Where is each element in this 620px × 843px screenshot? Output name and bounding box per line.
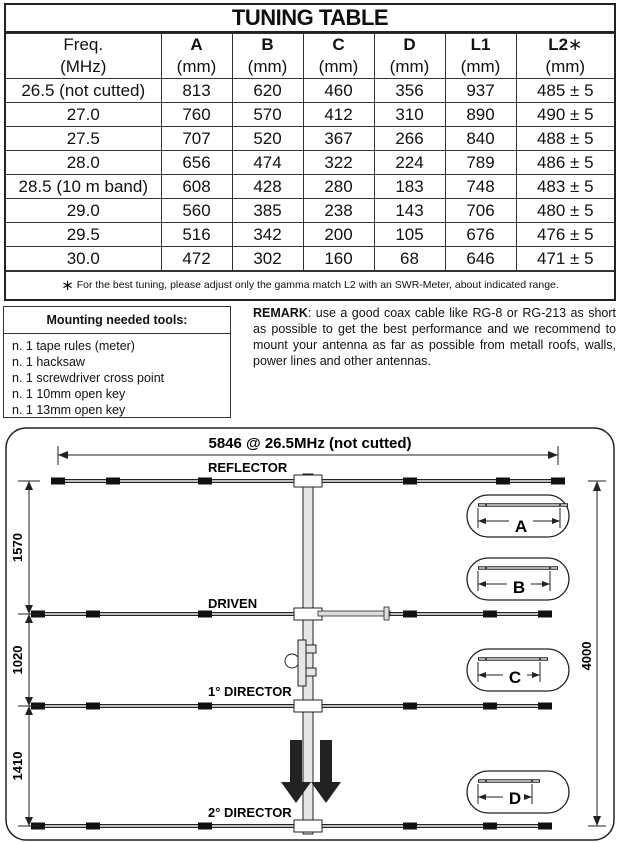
- table-cell: 29.0: [6, 199, 161, 223]
- column-unit: (mm): [232, 56, 303, 79]
- table-cell: 412: [303, 103, 374, 127]
- table-cell: 322: [303, 151, 374, 175]
- table-cell: 26.5 (not cutted): [6, 79, 161, 103]
- antenna-element: [31, 805, 552, 832]
- table-cell: 310: [374, 103, 445, 127]
- detail-label: D: [508, 789, 522, 808]
- table-cell: 486 ± 5: [516, 151, 614, 175]
- table-cell: 474: [232, 151, 303, 175]
- table-cell: 707: [161, 127, 232, 151]
- table-cell: 480 ± 5: [516, 199, 614, 223]
- column-unit: (MHz): [6, 56, 161, 79]
- table-cell: 608: [161, 175, 232, 199]
- tool-item: n. 1 screwdriver cross point: [12, 371, 165, 385]
- tool-item: n. 1 hacksaw: [12, 355, 85, 369]
- table-cell: 280: [303, 175, 374, 199]
- table-cell: 460: [303, 79, 374, 103]
- column-unit: (mm): [303, 56, 374, 79]
- spacing-label: 1410: [10, 751, 25, 781]
- table-cell: 789: [445, 151, 516, 175]
- table-cell: 143: [374, 199, 445, 223]
- column-unit: (mm): [516, 56, 614, 79]
- column-header: A: [161, 34, 232, 57]
- column-header: C: [303, 34, 374, 57]
- detail-callouts: [467, 495, 569, 813]
- table-cell: 840: [445, 127, 516, 151]
- gamma-match: [318, 607, 390, 620]
- table-cell: 890: [445, 103, 516, 127]
- column-unit: (mm): [445, 56, 516, 79]
- tool-item: n. 1 10mm open key: [12, 387, 126, 401]
- table-cell: 68: [374, 247, 445, 271]
- remark-label: REMARK: [253, 306, 308, 320]
- table-cell: 224: [374, 151, 445, 175]
- table-cell: 656: [161, 151, 232, 175]
- table-cell: 490 ± 5: [516, 103, 614, 127]
- table-cell: 200: [303, 223, 374, 247]
- detail-label: A: [514, 517, 528, 536]
- table-cell: 183: [374, 175, 445, 199]
- tool-item: n. 1 tape rules (meter): [12, 339, 135, 353]
- table-cell: 472: [161, 247, 232, 271]
- table-cell: 105: [374, 223, 445, 247]
- element-spacings: [10, 481, 40, 826]
- detail-callout: [467, 558, 569, 600]
- spacing-dimension: [10, 481, 40, 614]
- table-cell: 342: [232, 223, 303, 247]
- spacing-dimension: [10, 614, 40, 706]
- table-cell: 706: [445, 199, 516, 223]
- table-cell: 620: [232, 79, 303, 103]
- footnote-text: For the best tuning, please adjust only the gamma match L2 with an SWR-Meter, about indicated range.: [76, 279, 559, 291]
- table-cell: 302: [232, 247, 303, 271]
- spacing-label: 1020: [10, 645, 25, 675]
- table-cell: 485 ± 5: [516, 79, 614, 103]
- boom-length-label: 4000: [579, 641, 594, 671]
- table-cell: 570: [232, 103, 303, 127]
- column-header: B: [232, 34, 303, 57]
- table-cell: 385: [232, 199, 303, 223]
- column-header: L1: [445, 34, 516, 57]
- spacing-label: 1570: [10, 533, 25, 562]
- antenna-element: [31, 684, 552, 712]
- table-cell: 28.5 (10 m band): [6, 175, 161, 199]
- table-cell: 483 ± 5: [516, 175, 614, 199]
- column-header: L2∗: [516, 34, 614, 57]
- antenna-element: [31, 596, 552, 620]
- column-header: D: [374, 34, 445, 57]
- table-cell: 30.0: [6, 247, 161, 271]
- table-cell: 266: [374, 127, 445, 151]
- detail-label: C: [508, 668, 522, 687]
- table-cell: 813: [161, 79, 232, 103]
- element-label: 1° DIRECTOR: [208, 684, 292, 699]
- table-title: TUNING TABLE: [6, 5, 614, 33]
- table-cell: 488 ± 5: [516, 127, 614, 151]
- detail-label: B: [512, 578, 526, 597]
- column-unit: (mm): [374, 56, 445, 79]
- spacing-dimension: [10, 706, 40, 826]
- element-label: DRIVEN: [208, 596, 258, 611]
- tool-item: n. 1 13mm open key: [12, 403, 126, 417]
- table-cell: 560: [161, 199, 232, 223]
- table-cell: 520: [232, 127, 303, 151]
- table-cell: 28.0: [6, 151, 161, 175]
- table-cell: 428: [232, 175, 303, 199]
- column-header: Freq.: [6, 34, 161, 57]
- table-cell: 516: [161, 223, 232, 247]
- table-cell: 476 ± 5: [516, 223, 614, 247]
- table-cell: 646: [445, 247, 516, 271]
- table-cell: 937: [445, 79, 516, 103]
- detail-callout: [467, 495, 569, 537]
- table-cell: 29.5: [6, 223, 161, 247]
- table-cell: 760: [161, 103, 232, 127]
- table-cell: 27.5: [6, 127, 161, 151]
- table-cell: 356: [374, 79, 445, 103]
- footnote-mark: ∗: [61, 277, 74, 294]
- element-label: 2° DIRECTOR: [208, 805, 292, 820]
- tools-title: Mounting needed tools:: [4, 307, 230, 334]
- detail-callout: [467, 771, 569, 813]
- table-cell: 160: [303, 247, 374, 271]
- detail-callout: [467, 649, 569, 691]
- table-cell: 471 ± 5: [516, 247, 614, 271]
- table-cell: 748: [445, 175, 516, 199]
- table-cell: 27.0: [6, 103, 161, 127]
- remark-text: : use a good coax cable like RG-8 or RG-213 as short as possible to get the best performance and we recommend to mount your antenna as far as possible from metall roofs, walls, power lines and other antennas.: [253, 306, 616, 368]
- column-unit: (mm): [161, 56, 232, 79]
- total-length-label: 5846 @ 26.5MHz (not cutted): [208, 435, 412, 452]
- table-cell: 238: [303, 199, 374, 223]
- table-cell: 676: [445, 223, 516, 247]
- table-cell: 367: [303, 127, 374, 151]
- element-label: REFLECTOR: [208, 460, 288, 475]
